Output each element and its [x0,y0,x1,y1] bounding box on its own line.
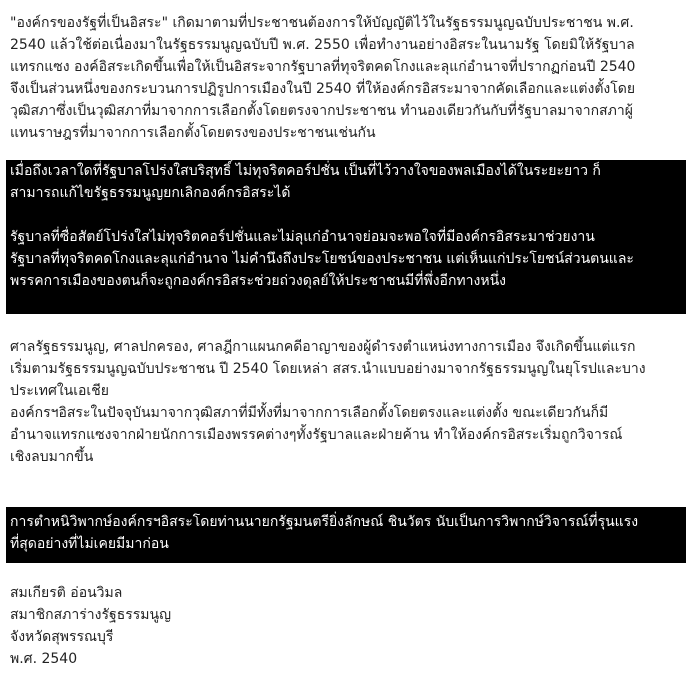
highlight-line: ที่สุดอย่างที่ไม่เคยมีมาก่อน [10,536,169,552]
signature-block [6,582,686,670]
highlight-line: การตำหนิวิพากษ์องค์กรฯอิสระโดยท่านนายกรัฐมนตรียิ่งลักษณ์ ชินวัตร นับเป็นการวิพากษ์วิจารณ์ที่รุนแรง [10,514,639,530]
highlight-block-1 [6,160,686,314]
intro-line: จึงเป็นส่วนหนึ่งของกระบวนการปฏิรูปการเมืองในปี 2540 ที่ให้องค์กรอิสระมาจากคัดเลือกและแต่งตั้งโดย [10,81,636,97]
highlight-line: พรรคการเมืองของตนก็จะถูกองค์กรอิสระช่วยถ่วงดุลย์ให้ประชาชนมีที่พึ่งอีกทางหนึ่ง [10,273,506,289]
author-name: สมเกียรติ อ่อนวิมล [10,585,123,601]
courts-line: เชิงลบมากขึ้น [10,449,94,465]
paragraph-gap [6,204,686,226]
author-province: จังหวัดสุพรรณบุรี [10,629,114,645]
highlight-line: สามารถแก้ไขรัฐธรรมนูญยกเลิกองค์กรอิสระได้ [10,185,291,201]
courts-line: องค์กรฯอิสระในปัจจุบันมาจากวุฒิสภาที่มีทั้งที่มาจากการเลือกตั้งโดยตรงและแต่งตั้ง ขณะเดียวกันก็มี [10,405,609,421]
intro-line: วุฒิสภาซึ่งเป็นวุฒิสภาที่มาจากการเลือกตั้งโดยตรงจากประชาชน ทำนองเดียวกันกับที่รัฐบาลมาจากสภาผู้ [10,103,633,119]
highlight-line: เมื่อถึงเวลาใดที่รัฐบาลโปร่งใสบริสุทธิ์ ไม่ทุจริตคอร์ปชั่น เป็นที่ไว้วางใจของพลเมืองได้ในระยะยาว ก็ [10,163,601,179]
highlight-block-2 [6,507,686,563]
intro-paragraph [6,12,686,144]
courts-line: ประเทศในเอเชีย [10,383,109,399]
highlight-line: รัฐบาลที่ซื่อสัตย์โปร่งใสไม่ทุจริตคอร์ปชั่นและไม่ลุแก่อำนาจย่อมจะพอใจที่มีองค์กรอิสระมาช่วยงาน [10,229,595,245]
courts-line: เริ่มตามรัฐธรรมนูญฉบับประชาชน ปี 2540 โดยเหล่า สสร.นำแบบอย่างมาจากรัฐธรรมนูญในยุโรปและบาง [10,361,646,377]
intro-line: "องค์กรของรัฐที่เป็นอิสระ" เกิดมาตามที่ประชาชนต้องการให้บัญญัติไว้ในรัฐธรรมนูญฉบับประชาชน พ.ศ. [10,15,634,31]
courts-paragraph [6,336,686,468]
courts-line: อำนาจแทรกแซงจากฝ่ายนักการเมืองพรรคต่างๆทั้งรัฐบาลและฝ่ายค้าน ทำให้องค์กรอิสระเริ่มถูกวิจารณ์ [10,427,623,443]
courts-line: ศาลรัฐธรรมนูญ, ศาลปกครอง, ศาลฎีกาแผนกคดีอาญาของผู้ดำรงตำแหน่งทางการเมือง จึงเกิดขึ้นแต่แรก [10,339,636,355]
signature-year: พ.ศ. 2540 [10,651,78,667]
intro-line: แทรกแซง องค์อิสระเกิดขึ้นเพื่อให้เป็นอิสระจากรัฐบาลที่ทุจริตคดโกงและลุแก่อำนาจที่ปรากฏก่อนปี 2540 [10,59,636,75]
author-title: สมาชิกสภาร่างรัฐธรรมนูญ [10,607,172,623]
intro-line: แทนราษฎรที่มาจากการเลือกตั้งโดยตรงของประชาชนเช่นกัน [10,125,376,141]
highlight-line: รัฐบาลที่ทุจริตคดโกงและลุแก่อำนาจ ไม่คำนึงถึงประโยชน์ของประชาชน แต่เห็นแก่ประโยชน์ส่วนตนและ [10,251,634,267]
intro-line: 2540 แล้วใช้ต่อเนื่องมาในรัฐธรรมนูญฉบับปี พ.ศ. 2550 เพื่อทำงานอย่างอิสระในนามรัฐ โดยมิให้รัฐบาล [10,37,635,53]
